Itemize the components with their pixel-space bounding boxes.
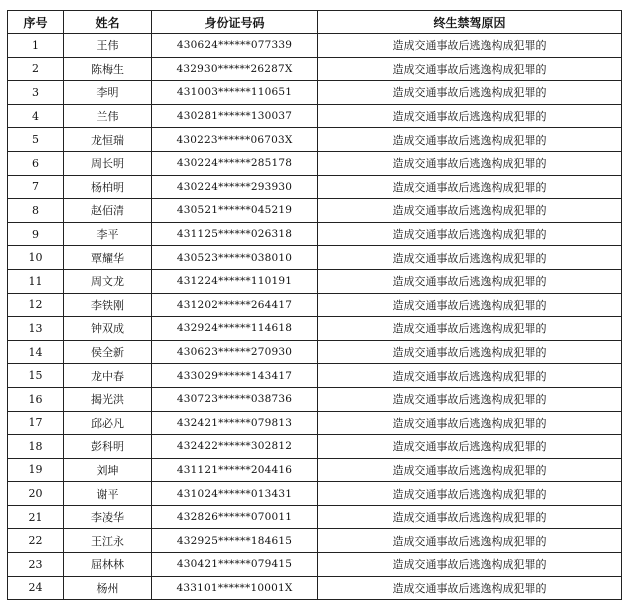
- cell-ban-reason: 造成交通事故后逃逸构成犯罪的: [318, 364, 622, 388]
- table-row: [8, 340, 622, 364]
- table-body: [8, 34, 622, 600]
- table-row: [8, 269, 622, 293]
- cell-id-number: 433101******10001X: [152, 576, 318, 600]
- cell-name: 覃耀华: [64, 246, 152, 270]
- table-row: [8, 411, 622, 435]
- header-row: [8, 11, 622, 34]
- cell-serial-number: 17: [8, 411, 64, 435]
- cell-ban-reason: 造成交通事故后逃逸构成犯罪的: [318, 435, 622, 459]
- cell-id-number: 430723******038736: [152, 387, 318, 411]
- cell-serial-number: 22: [8, 529, 64, 553]
- cell-serial-number: 13: [8, 317, 64, 341]
- cell-serial-number: 1: [8, 34, 64, 58]
- table-row: [8, 576, 622, 600]
- cell-id-number: 431003******110651: [152, 81, 318, 105]
- cell-serial-number: 5: [8, 128, 64, 152]
- cell-name: 陈梅生: [64, 57, 152, 81]
- table-row: [8, 246, 622, 270]
- cell-id-number: 430523******038010: [152, 246, 318, 270]
- cell-ban-reason: 造成交通事故后逃逸构成犯罪的: [318, 529, 622, 553]
- cell-name: 龙中春: [64, 364, 152, 388]
- table-row: [8, 387, 622, 411]
- cell-ban-reason: 造成交通事故后逃逸构成犯罪的: [318, 340, 622, 364]
- cell-serial-number: 20: [8, 482, 64, 506]
- header-id-number: 身份证号码: [152, 11, 318, 34]
- cell-ban-reason: 造成交通事故后逃逸构成犯罪的: [318, 199, 622, 223]
- cell-name: 王江永: [64, 529, 152, 553]
- cell-name: 龙恒瑞: [64, 128, 152, 152]
- cell-ban-reason: 造成交通事故后逃逸构成犯罪的: [318, 222, 622, 246]
- cell-serial-number: 24: [8, 576, 64, 600]
- cell-ban-reason: 造成交通事故后逃逸构成犯罪的: [318, 81, 622, 105]
- table-header: [8, 11, 622, 34]
- cell-id-number: 433029******143417: [152, 364, 318, 388]
- cell-ban-reason: 造成交通事故后逃逸构成犯罪的: [318, 317, 622, 341]
- cell-id-number: 430223******06703X: [152, 128, 318, 152]
- table-row: [8, 317, 622, 341]
- cell-serial-number: 18: [8, 435, 64, 459]
- cell-serial-number: 4: [8, 104, 64, 128]
- table-row: [8, 151, 622, 175]
- cell-name: 邱必凡: [64, 411, 152, 435]
- cell-ban-reason: 造成交通事故后逃逸构成犯罪的: [318, 246, 622, 270]
- cell-name: 彭科明: [64, 435, 152, 459]
- cell-id-number: 431224******110191: [152, 269, 318, 293]
- cell-name: 刘坤: [64, 458, 152, 482]
- cell-serial-number: 16: [8, 387, 64, 411]
- cell-ban-reason: 造成交通事故后逃逸构成犯罪的: [318, 57, 622, 81]
- cell-id-number: 430224******293930: [152, 175, 318, 199]
- table-row: [8, 529, 622, 553]
- cell-serial-number: 23: [8, 553, 64, 577]
- cell-ban-reason: 造成交通事故后逃逸构成犯罪的: [318, 151, 622, 175]
- cell-serial-number: 15: [8, 364, 64, 388]
- table-row: [8, 458, 622, 482]
- cell-id-number: 432930******26287X: [152, 57, 318, 81]
- table-row: [8, 482, 622, 506]
- cell-name: 李平: [64, 222, 152, 246]
- cell-ban-reason: 造成交通事故后逃逸构成犯罪的: [318, 387, 622, 411]
- cell-ban-reason: 造成交通事故后逃逸构成犯罪的: [318, 128, 622, 152]
- cell-name: 王伟: [64, 34, 152, 58]
- cell-name: 兰伟: [64, 104, 152, 128]
- cell-id-number: 431125******026318: [152, 222, 318, 246]
- cell-name: 李明: [64, 81, 152, 105]
- cell-ban-reason: 造成交通事故后逃逸构成犯罪的: [318, 104, 622, 128]
- table-row: [8, 364, 622, 388]
- cell-id-number: 432421******079813: [152, 411, 318, 435]
- cell-name: 周文龙: [64, 269, 152, 293]
- cell-name: 周长明: [64, 151, 152, 175]
- cell-name: 杨州: [64, 576, 152, 600]
- cell-serial-number: 8: [8, 199, 64, 223]
- table-row: [8, 104, 622, 128]
- cell-ban-reason: 造成交通事故后逃逸构成犯罪的: [318, 411, 622, 435]
- cell-id-number: 430624******077339: [152, 34, 318, 58]
- cell-name: 李铁刚: [64, 293, 152, 317]
- lifetime-driving-ban-table: [7, 10, 622, 600]
- cell-serial-number: 12: [8, 293, 64, 317]
- cell-ban-reason: 造成交通事故后逃逸构成犯罪的: [318, 269, 622, 293]
- cell-id-number: 430521******045219: [152, 199, 318, 223]
- cell-id-number: 432925******184615: [152, 529, 318, 553]
- cell-name: 李凌华: [64, 505, 152, 529]
- table-row: [8, 199, 622, 223]
- cell-id-number: 431024******013431: [152, 482, 318, 506]
- header-ban-reason: 终生禁驾原因: [318, 11, 622, 34]
- cell-serial-number: 14: [8, 340, 64, 364]
- cell-ban-reason: 造成交通事故后逃逸构成犯罪的: [318, 175, 622, 199]
- table-row: [8, 293, 622, 317]
- revocation-list-document: [7, 10, 621, 600]
- table-row: [8, 222, 622, 246]
- cell-ban-reason: 造成交通事故后逃逸构成犯罪的: [318, 458, 622, 482]
- table-row: [8, 34, 622, 58]
- cell-name: 钟双成: [64, 317, 152, 341]
- cell-serial-number: 19: [8, 458, 64, 482]
- cell-id-number: 430623******270930: [152, 340, 318, 364]
- cell-ban-reason: 造成交通事故后逃逸构成犯罪的: [318, 293, 622, 317]
- cell-id-number: 432826******070011: [152, 505, 318, 529]
- table-row: [8, 128, 622, 152]
- cell-name: 揭光洪: [64, 387, 152, 411]
- cell-ban-reason: 造成交通事故后逃逸构成犯罪的: [318, 34, 622, 58]
- cell-id-number: 432422******302812: [152, 435, 318, 459]
- table-row: [8, 553, 622, 577]
- table-row: [8, 435, 622, 459]
- cell-name: 杨柏明: [64, 175, 152, 199]
- cell-serial-number: 10: [8, 246, 64, 270]
- cell-id-number: 431121******204416: [152, 458, 318, 482]
- table-row: [8, 81, 622, 105]
- cell-ban-reason: 造成交通事故后逃逸构成犯罪的: [318, 482, 622, 506]
- header-name: 姓名: [64, 11, 152, 34]
- cell-serial-number: 21: [8, 505, 64, 529]
- cell-ban-reason: 造成交通事故后逃逸构成犯罪的: [318, 553, 622, 577]
- cell-id-number: 430421******079415: [152, 553, 318, 577]
- cell-id-number: 430281******130037: [152, 104, 318, 128]
- table-row: [8, 505, 622, 529]
- cell-name: 屈林林: [64, 553, 152, 577]
- cell-serial-number: 6: [8, 151, 64, 175]
- cell-ban-reason: 造成交通事故后逃逸构成犯罪的: [318, 505, 622, 529]
- cell-serial-number: 9: [8, 222, 64, 246]
- table-row: [8, 175, 622, 199]
- cell-serial-number: 3: [8, 81, 64, 105]
- cell-name: 赵佰清: [64, 199, 152, 223]
- cell-serial-number: 11: [8, 269, 64, 293]
- cell-serial-number: 7: [8, 175, 64, 199]
- cell-id-number: 432924******114618: [152, 317, 318, 341]
- cell-id-number: 430224******285178: [152, 151, 318, 175]
- table-row: [8, 57, 622, 81]
- cell-id-number: 431202******264417: [152, 293, 318, 317]
- cell-ban-reason: 造成交通事故后逃逸构成犯罪的: [318, 576, 622, 600]
- cell-name: 侯全新: [64, 340, 152, 364]
- cell-name: 谢平: [64, 482, 152, 506]
- header-serial-number: 序号: [8, 11, 64, 34]
- cell-serial-number: 2: [8, 57, 64, 81]
